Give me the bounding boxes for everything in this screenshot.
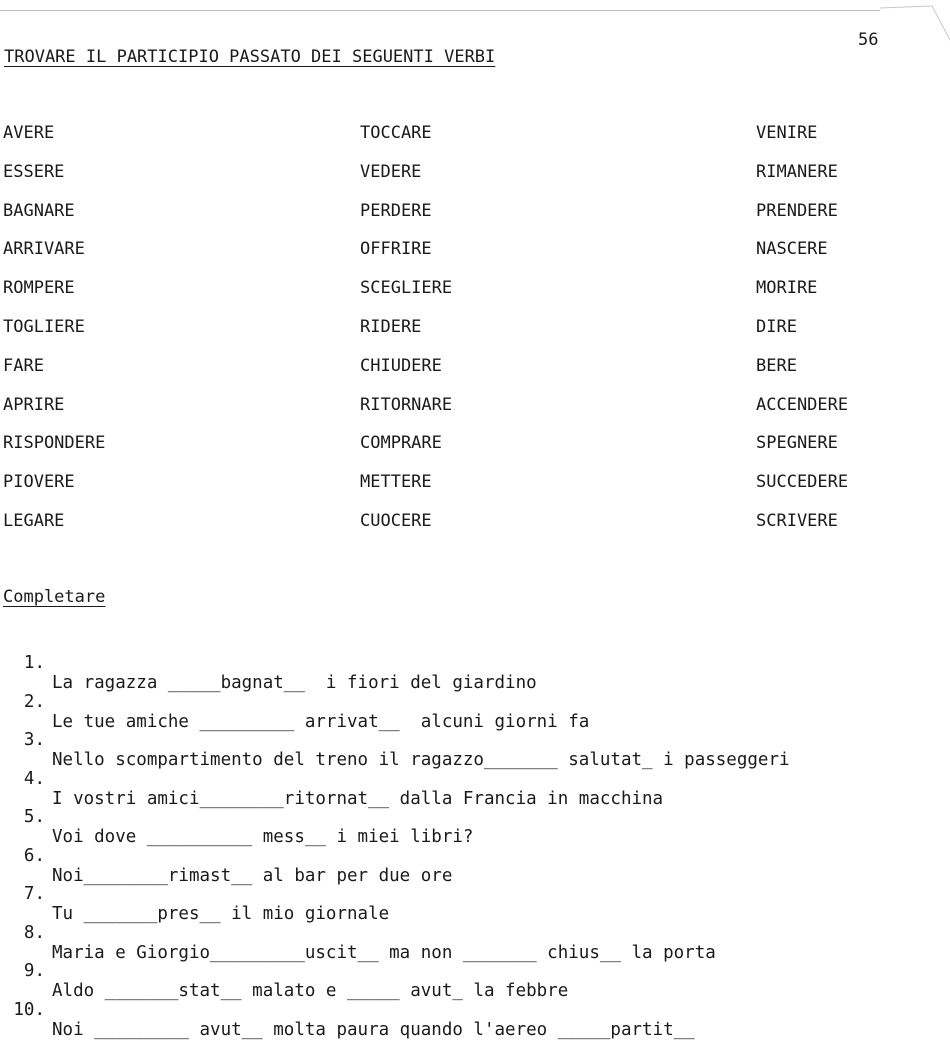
verb-column-3 — [756, 122, 848, 549]
exercise-number: 4. — [23, 768, 45, 789]
verb: COMPRARE — [360, 433, 442, 454]
exercise-number: 7. — [23, 884, 45, 904]
exercise-sentence: Nello scompartimento del treno il ragazzo_______ salutat_ i passeggeri — [52, 750, 790, 770]
exercise-list — [10, 633, 945, 1040]
verb: RIDERE — [360, 316, 422, 337]
verb: SUCCEDERE — [756, 472, 849, 493]
verb: FARE — [3, 355, 44, 376]
verb: APRIRE — [3, 394, 65, 415]
verb: VEDERE — [360, 161, 422, 182]
verb: RITORNARE — [360, 394, 453, 415]
exercise-item — [10, 633, 945, 693]
verb: DIRE — [756, 316, 797, 337]
verb: METTERE — [360, 472, 432, 493]
exercise-sentence: Noi _________ avut__ molta paura quando l'aereo _____partit__ — [52, 1019, 695, 1040]
verb: TOCCARE — [360, 123, 432, 143]
exercise-item — [10, 710, 945, 770]
exercise-number: 5. — [23, 807, 45, 827]
exercise-item — [10, 864, 945, 924]
exercise-sentence: Maria e Giorgio_________uscit__ ma non _______ chius__ la porta — [52, 942, 716, 963]
verb: PERDERE — [360, 200, 432, 221]
verb: BAGNARE — [3, 200, 75, 221]
verb: MORIRE — [756, 278, 818, 299]
verb: OFFRIRE — [360, 239, 432, 260]
verb: CHIUDERE — [360, 355, 442, 376]
verb: LEGARE — [3, 510, 65, 531]
exercise-item — [10, 941, 945, 1001]
verb: RISPONDERE — [3, 433, 106, 454]
verb: SPEGNERE — [756, 433, 838, 454]
verb-column-1 — [3, 122, 105, 549]
exercise-sentence: I vostri amici________ritornat__ dalla Francia in macchina — [52, 788, 664, 809]
exercise-sentence: Voi dove __________ mess__ i miei libri? — [52, 827, 474, 847]
exercise-number: 6. — [23, 845, 45, 866]
section-title: Completare — [3, 587, 106, 607]
exercise-item — [10, 672, 945, 732]
exercise-number: 1. — [23, 653, 45, 673]
page-corner-fold — [880, 0, 950, 60]
verb: BERE — [756, 355, 797, 376]
verb: NASCERE — [756, 239, 828, 260]
verb: TOGLIERE — [3, 316, 85, 337]
exercise-sentence: La ragazza _____bagnat__ i fiori del giardino — [52, 673, 537, 693]
exercise-sentence: Noi________rimast__ al bar per due ore — [52, 865, 453, 886]
verb: RIMANERE — [756, 161, 838, 182]
exercise-number: 10. — [13, 999, 45, 1020]
exercise-sentence: Tu _______pres__ il mio giornale — [52, 904, 390, 924]
exercise-item — [10, 980, 945, 1040]
verb: ROMPERE — [3, 278, 75, 299]
verb: ACCENDERE — [756, 394, 849, 415]
page-number: 56 — [858, 30, 879, 50]
exercise-title: TROVARE IL PARTICIPIO PASSATO DEI SEGUENTI VERBI — [4, 47, 496, 67]
exercise-sentence: Le tue amiche _________ arrivat__ alcuni giorni fa — [52, 711, 590, 732]
verb: ESSERE — [3, 161, 65, 182]
verb: CUOCERE — [360, 510, 432, 531]
exercise-number: 2. — [23, 691, 45, 712]
verb: VENIRE — [756, 123, 818, 143]
verb: PRENDERE — [756, 200, 838, 221]
exercise-item — [10, 826, 945, 886]
verb: AVERE — [3, 123, 55, 143]
verb: ARRIVARE — [3, 239, 85, 260]
verb: SCEGLIERE — [360, 278, 453, 299]
exercise-number: 8. — [23, 922, 45, 943]
exercise-sentence: Aldo _______stat__ malato e _____ avut_ la febbre — [52, 981, 569, 1001]
verb-column-2 — [360, 122, 452, 549]
exercise-item — [10, 787, 945, 847]
exercise-number: 9. — [23, 961, 45, 981]
exercise-item — [10, 749, 945, 809]
exercise-item — [10, 903, 945, 963]
exercise-number: 3. — [23, 730, 45, 750]
verb: SCRIVERE — [756, 510, 838, 531]
verb: PIOVERE — [3, 472, 75, 493]
top-rule — [0, 10, 880, 11]
